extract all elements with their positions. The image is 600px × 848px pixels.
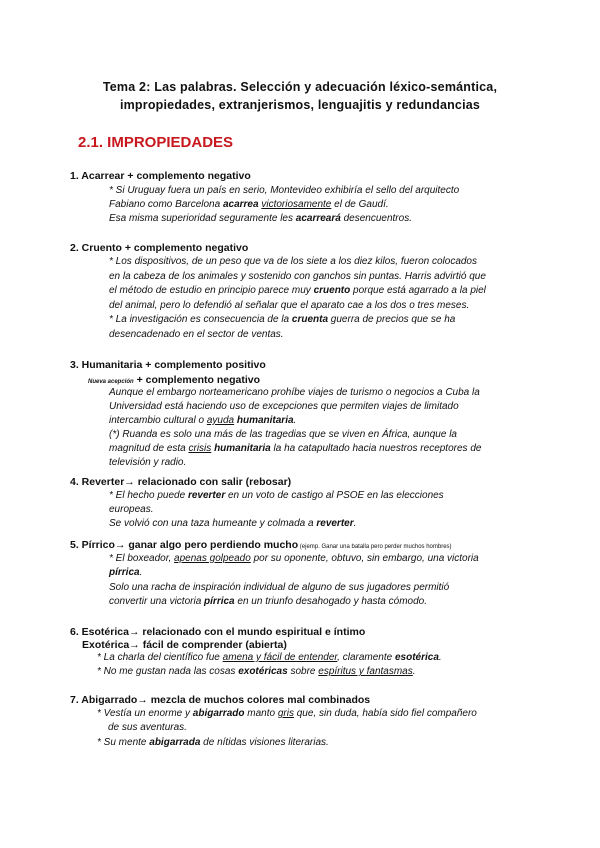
item-7-heading: 7. Abigarrado→ mezcla de muchos colores mal combinados	[70, 694, 371, 706]
item-2-line-1: * Los dispositivos, de un peso que va de los siete a los diez kilos, fueron colocados	[109, 256, 477, 267]
keyword: acarreará	[295, 213, 341, 224]
item-2-line-6: desencadenado en el sector de ventas.	[109, 329, 284, 340]
item-4-line-1: * El hecho puede reverter en un voto de castigo al PSOE en las elecciones	[109, 490, 444, 501]
underlined-phrase: espíritus y fantasmas	[318, 666, 413, 677]
item-6-line-1: * La charla del científico fue amena y fácil de entender, claramente esotérica.	[97, 652, 442, 663]
item-3-heading: 3. Humanitaria + complemento positivo	[70, 359, 266, 371]
keyword: esotérica	[394, 652, 439, 663]
keyword: abigarrado	[192, 708, 245, 719]
keyword: pírrica	[204, 596, 235, 607]
item-2-line-5: * La investigación es consecuencia de la cruenta guerra de precios que se ha	[109, 314, 456, 325]
item-3-line-4: (*) Ruanda es solo una más de las tragedias que se viven en África, aunque la	[109, 429, 457, 440]
item-4-line-2: europeas.	[109, 504, 154, 515]
item-6-heading-2: Exotérica→ fácil de comprender (abierta)	[82, 639, 287, 651]
item-2-line-2: en la cabeza de los animales y sostenido con ganchos sin puntas. Harris advirtió que	[109, 271, 486, 282]
document-title-line-2: impropiedades, extranjerismos, lenguajitis y redundancias	[119, 98, 481, 112]
keyword: reverter	[316, 518, 354, 529]
item-3-line-5: magnitud de esta crisis humanitaria la ha catapultado hacia nuestros receptores de	[109, 443, 482, 454]
item-5-line-1: * El boxeador, apenas golpeado por su oponente, obtuvo, sin embargo, una victoria	[109, 553, 479, 564]
item-5-note: (ejemp. Ganar una batalla pero perder muchos hombres)	[298, 544, 452, 550]
item-7-line-2: de sus aventuras.	[108, 722, 187, 733]
item-6-line-2: * No me gustan nada las cosas exotéricas sobre espíritus y fantasmas.	[97, 666, 416, 677]
item-1-line-3: Esa misma superioridad seguramente les acarreará desencuentros.	[109, 213, 412, 224]
item-1-line-2: Fabiano como Barcelona acarrea victoriosamente el de Gaudí.	[109, 199, 389, 210]
keyword: cruento	[313, 285, 351, 296]
item-6-heading-1: 6. Esotérica→ relacionado con el mundo espiritual e íntimo	[70, 626, 366, 638]
item-3-line-1: Aunque el embargo norteamericano prohíbe viajes de turismo o negocios a Cuba la	[109, 387, 480, 398]
underlined-phrase: crisis	[188, 443, 212, 454]
item-3-line-6: televisión y radio.	[109, 457, 187, 468]
keyword: cruenta	[291, 314, 329, 325]
keyword: abigarrada	[149, 737, 201, 748]
new-meaning-label: Nueva acepción	[88, 379, 134, 385]
underlined-phrase: amena y fácil de entender	[222, 652, 338, 663]
keyword: humanitaria	[214, 443, 271, 454]
item-1-heading: 1. Acarrear + complemento negativo	[70, 170, 251, 182]
item-3-line-3: intercambio cultural o ayuda humanitaria.	[109, 415, 297, 426]
item-3-subheading: Nueva acepción + complemento negativo	[88, 374, 261, 386]
keyword: exotéricas	[238, 666, 288, 677]
item-2-line-3: el método de estudio en principio parece muy cruento porque está agarrado a la piel	[109, 285, 486, 296]
keyword: reverter	[187, 490, 226, 501]
item-5-heading: 5. Pírrico→ ganar algo pero perdiendo mucho (ejemp. Ganar una batalla pero perder muchos hombres)	[70, 539, 452, 551]
item-2-heading: 2. Cruento + complemento negativo	[70, 242, 249, 254]
underlined-phrase: apenas golpeado	[174, 553, 251, 564]
underlined-phrase: gris	[277, 708, 294, 719]
keyword: pírrica	[109, 567, 140, 578]
item-7-line-3: * Su mente abigarrada de nítidas visiones literarias.	[97, 737, 329, 748]
underlined-phrase: ayuda	[206, 415, 235, 426]
item-7-line-1: * Vestía un enorme y abigarrado manto gris que, sin duda, había sido fiel compañero	[97, 708, 477, 719]
section-heading: 2.1. IMPROPIEDADES	[78, 134, 234, 151]
keyword: humanitaria	[236, 415, 294, 426]
item-3-line-2: Universidad está haciendo uso de excepciones que permiten viajes de limitado	[109, 401, 459, 412]
item-5-line-2: pírrica.	[109, 567, 143, 578]
item-2-line-4: del animal, pero lo defendió al señalar que el aparato cae a los dos o tres meses.	[109, 300, 470, 311]
item-5-line-3: Solo una racha de inspiración individual de alguno de sus jugadores permitió	[109, 582, 450, 593]
item-4-heading: 4. Reverter→ relacionado con salir (rebosar)	[70, 476, 292, 488]
item-1-line-1: * Si Uruguay fuera un país en serio, Montevideo exhibiría el sello del arquitecto	[109, 185, 460, 196]
keyword: acarrea	[222, 199, 259, 210]
item-5-line-4: convertir una victoria pírrica en un triunfo desahogado y hasta cómodo.	[109, 596, 427, 607]
item-4-line-3: Se volvió con una taza humeante y colmada a reverter.	[109, 518, 357, 529]
underlined-phrase: victoriosamente	[261, 199, 332, 210]
document-title-line-1: Tema 2: Las palabras. Selección y adecuación léxico-semántica,	[102, 80, 498, 94]
